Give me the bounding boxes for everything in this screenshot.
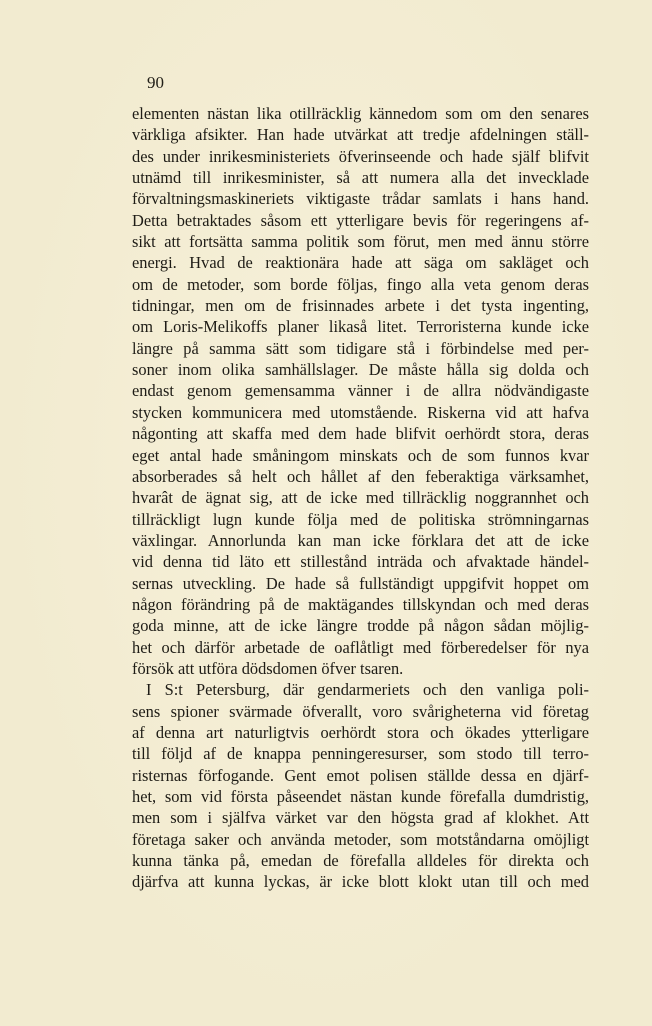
text-line: eget antal hade småningom minskats och de som funnos kvar — [132, 445, 589, 465]
text-line: absorberades så helt och hållet af den feberaktiga värksamhet, — [132, 466, 589, 486]
text-line: endast genom gemensamma vänner i de allra nödvändigaste — [132, 381, 589, 401]
text-line: försök att utföra dödsdomen öfver tsaren. — [132, 658, 404, 678]
text-line: hvarât de ägnat sig, att de icke med tillräcklig noggrannhet och — [132, 488, 589, 508]
text-line: värkliga afsikter. Han hade utvärkat att tredje afdelningen ställ- — [132, 125, 589, 145]
text-line: någonting att skaffa med dem hade blifvit oerhördt stora, deras — [132, 424, 589, 444]
text-line: vid denna tid läto ett stillestånd inträda och afvaktade händel- — [132, 552, 589, 572]
text-line: förvaltningsmaskineriets viktigaste trådar samlats i hans hand. — [132, 189, 589, 209]
text-line: kunna tänka på, emedan de förefalla alldeles för direkta och — [132, 851, 589, 871]
text-line: tidningar, men om de frisinnades arbete i det tysta ingenting, — [132, 296, 589, 316]
text-line: elementen nästan lika otillräcklig kännedom som om den senares — [132, 104, 589, 123]
text-line: men som i själfva värket var den högsta grad af klokhet. Att — [132, 808, 589, 828]
text-line: sens spioner svärmade öfverallt, voro svårigheterna vid företag — [132, 701, 589, 721]
text-line: goda minne, att de icke längre trodde på någon sådan möjlig- — [132, 616, 589, 636]
text-line: stycken kommunicera med utomstående. Riskerna vid att hafva — [132, 402, 589, 422]
text-line: sernas utveckling. De hade så fullständigt uppgifvit hoppet om — [132, 573, 589, 593]
text-line: risternas förfogande. Gent emot polisen ställde dessa en djärf- — [132, 765, 589, 785]
text-line: soner inom olika samhällslager. De måste hålla sig dolda och — [132, 360, 589, 380]
text-line: af denna art naturligtvis oerhördt stora och ökades ytterligare — [132, 722, 589, 742]
text-line: sikt att fortsätta samma politik som förut, men med ännu större — [132, 232, 589, 252]
text-line: utnämd till inrikesminister, så att numera alla det invecklade — [132, 168, 589, 188]
text-line: till följd af de knappa penningeresurser, som stodo till terro- — [132, 744, 589, 764]
text-line: företaga saker och använda metoder, som motståndarna omöjligt — [132, 829, 589, 849]
text-line: Detta betraktades såsom ett ytterligare bevis för regeringens af- — [132, 210, 589, 230]
text-line: växlingar. Annorlunda kan man icke förklara det att de icke — [132, 530, 589, 550]
text-line: het och därför arbetade de oaflåtligt med förberedelser för nya — [132, 637, 589, 657]
text-line: längre på samma sätt som tidigare stå i förbindelse med per- — [132, 338, 589, 358]
text-line: om Loris-Melikoffs planer likaså litet. Terroristerna kunde icke — [132, 317, 589, 337]
text-line: om de metoder, som borde följas, fingo alla veta genom deras — [132, 274, 589, 294]
text-line: energi. Hvad de reaktionära hade att säga om sakläget och — [132, 253, 589, 273]
text-line: någon förändring på de maktägandes tillskyndan och med deras — [132, 594, 589, 614]
text-line: djärfva att kunna lyckas, är icke blott klokt utan till och med — [132, 872, 589, 892]
body-text — [132, 103, 589, 893]
text-line: tillräckligt lugn kunde följa med de politiska strömningarnas — [132, 509, 589, 529]
text-line: het, som vid första påseendet nästan kunde förefalla dumdristig, — [132, 787, 589, 806]
text-line: I S:t Petersburg, där gendarmeriets och den vanliga poli- — [146, 680, 589, 700]
text-line: des under inrikesministeriets öfverinseende och hade själf blifvit — [132, 146, 589, 166]
page-number: 90 — [147, 73, 164, 92]
